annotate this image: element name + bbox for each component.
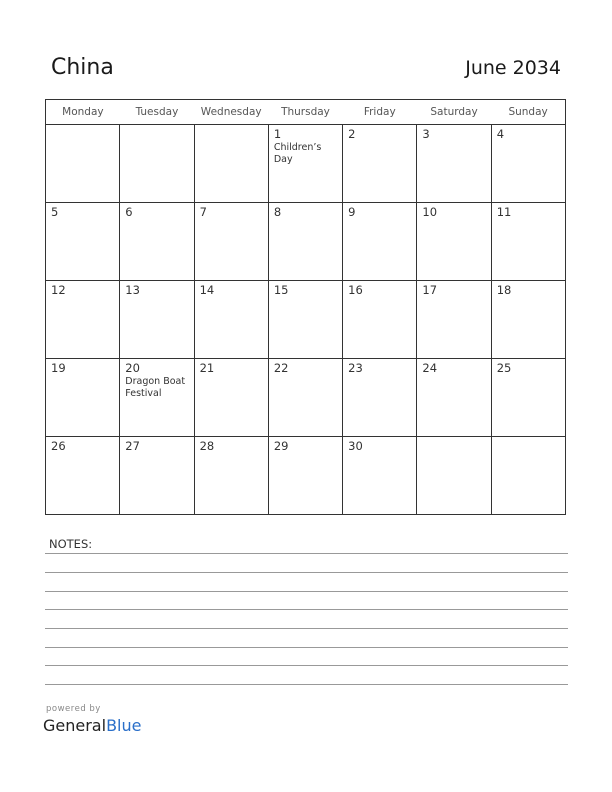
day-cell[interactable] [343,203,417,281]
day-cell[interactable] [491,437,565,515]
weekday-header: Friday [343,100,417,125]
day-cell[interactable] [268,281,342,359]
day-cell[interactable] [194,281,268,359]
day-cell[interactable] [120,281,194,359]
day-cell[interactable] [343,437,417,515]
brand-blue: Blue [106,716,142,735]
day-cell[interactable] [120,437,194,515]
day-cell[interactable] [46,359,120,437]
note-line [45,628,568,629]
note-line [45,665,568,666]
day-number: 30 [348,439,363,453]
day-cell[interactable] [194,437,268,515]
month-year-title: June 2034 [465,57,561,79]
day-cell[interactable] [194,359,268,437]
day-cell[interactable] [120,359,194,437]
day-cell[interactable] [268,125,342,203]
day-cell[interactable] [120,125,194,203]
day-number: 17 [422,283,438,297]
day-cell[interactable] [417,359,491,437]
day-number: 14 [199,283,215,297]
note-line [45,572,568,573]
day-cell[interactable] [343,125,417,203]
day-number: 15 [273,283,289,297]
week-row [46,359,566,437]
day-number: 10 [422,205,438,219]
day-cell[interactable] [417,203,491,281]
note-line [45,591,568,592]
day-cell[interactable] [194,203,268,281]
powered-by-text: powered by [46,704,101,714]
weekday-header-row [46,100,566,125]
day-cell[interactable] [343,281,417,359]
day-number: 12 [51,283,66,297]
day-cell[interactable] [491,359,565,437]
week-row [46,125,566,203]
day-number: 22 [273,361,289,375]
note-line [45,647,568,648]
week-row [46,437,566,515]
weekday-header: Tuesday [120,100,194,125]
day-number: 23 [348,361,363,375]
holiday-label: Children’s Day [273,142,322,165]
day-number: 9 [348,205,356,219]
day-cell[interactable] [491,125,565,203]
day-number: 6 [125,205,133,219]
day-cell[interactable] [268,203,342,281]
day-number: 24 [422,361,438,375]
day-number: 4 [496,127,505,141]
weekday-header: Wednesday [194,100,268,125]
day-cell[interactable] [46,281,120,359]
week-row [46,281,566,359]
note-line [45,553,568,554]
day-number: 26 [51,439,66,453]
day-cell[interactable] [491,203,565,281]
day-cell[interactable] [46,203,120,281]
day-cell[interactable] [268,437,342,515]
day-number: 7 [199,205,207,219]
generalblue-logo[interactable] [43,716,141,735]
weekday-header: Monday [46,100,120,125]
day-cell[interactable] [417,437,491,515]
day-number: 5 [51,205,59,219]
day-number: 19 [51,361,66,375]
day-number: 11 [496,205,512,219]
weekday-header: Thursday [268,100,342,125]
day-cell[interactable] [417,125,491,203]
note-line [45,684,568,685]
week-row [46,203,566,281]
day-cell[interactable] [46,437,120,515]
day-number: 25 [496,361,512,375]
day-number: 1 [273,127,282,141]
day-number: 2 [348,127,356,141]
day-number: 18 [496,283,512,297]
calendar-grid [45,99,566,515]
day-number: 21 [199,361,215,375]
day-number: 29 [273,439,289,453]
note-line [45,609,568,610]
holiday-label: Dragon Boat Festival [125,376,186,399]
day-number: 3 [422,127,430,141]
country-title: China [51,55,114,80]
notes-label: NOTES: [49,537,93,551]
day-cell[interactable] [194,125,268,203]
day-cell[interactable] [343,359,417,437]
day-number: 28 [199,439,215,453]
day-cell[interactable] [268,359,342,437]
day-cell[interactable] [120,203,194,281]
brand-general: General [43,716,107,735]
day-number: 13 [125,283,140,297]
day-cell[interactable] [491,281,565,359]
day-number: 8 [273,205,282,219]
day-number: 16 [348,283,363,297]
day-number: 27 [125,439,140,453]
day-number: 20 [125,361,140,375]
weekday-header: Sunday [491,100,565,125]
day-cell[interactable] [46,125,120,203]
day-cell[interactable] [417,281,491,359]
weekday-header: Saturday [417,100,491,125]
